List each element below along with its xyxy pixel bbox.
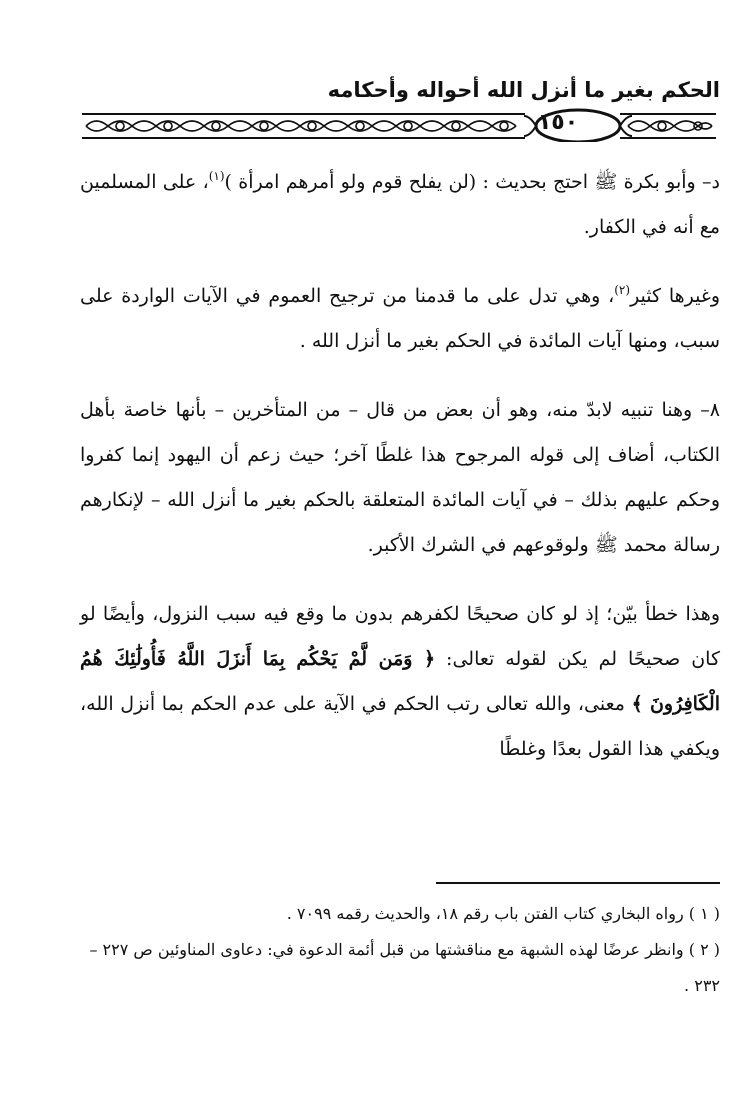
main-text xyxy=(80,160,720,796)
paragraph-1-text-a: د– وأبو بكرة ﷺ احتج بحديث : (لن يفلح قوم ولو أمرهم امرأة ) xyxy=(224,171,720,193)
paragraph-4-text-a: وهذا خطأ بيّن؛ إذ لو كان صحيحًا لكفرهم بدون ما وقع فيه سبب النزول، وأيضًا لو كان صحيحًا لم يكن لقوله تعالى: xyxy=(80,603,720,670)
paragraph-1 xyxy=(80,160,720,250)
paragraph-3-text: ٨– وهنا تنبيه لابدّ منه، وهو أن بعض من قال – من المتأخرين – بأنها خاصة بأهل الكتاب، أضاف إلى قوله المرجوح هذا غلطًا آخر؛ حيث زعم أن اليهود إنما كفروا وحكم عليهم بذلك – في آيات المائدة المتعلقة بالحكم بغير ما أنزل الله – لإنكارهم رسالة محمد ﷺ ولوقوعهم في الشرك الأكبر. xyxy=(80,399,720,556)
footnote-2: ( ٢ ) وانظر عرضًا لهذه الشبهة مع مناقشتها من قبل أئمة الدعوة في: دعاوى المناوئين ص ٢٢٧ – ٢٣٢ . xyxy=(89,940,720,995)
paragraph-2 xyxy=(80,274,720,364)
footnote-ref-2: (٢) xyxy=(614,283,631,297)
footnote-divider xyxy=(436,882,720,884)
paragraph-2-text-b: ، وهي تدل على ما قدمنا من ترجيح العموم في الآيات الواردة على سبب، ومنها آيات المائدة في الحكم بغير ما أنزل الله . xyxy=(80,285,720,352)
paragraph-1-text-b: ، على المسلمين مع أنه في الكفار. xyxy=(80,171,720,238)
paragraph-2-text-a: وغيرها كثير xyxy=(630,285,720,307)
page-number: ١٥٠ xyxy=(537,109,579,135)
paragraph-4-text-b: معنى، والله تعالى رتب الحكم في الآية على عدم الحكم بما أنزل الله، ويكفي هذا القول بعدًا وغلطًا xyxy=(80,693,720,760)
footnote-1: ( ١ ) رواه البخاري كتاب الفتن باب رقم ١٨، والحديث رقمه ٧٠٩٩ . xyxy=(286,904,720,923)
paragraph-4 xyxy=(80,592,720,772)
page-header xyxy=(80,78,720,148)
footnote-ref-1: (١) xyxy=(208,169,225,183)
ornamental-rule xyxy=(80,108,720,142)
quran-verse: ﴿ وَمَن لَّمْ يَحْكُم بِمَا أَنزَلَ اللَّهُ فَأُولَٰئِكَ هُمُ الْكَافِرُونَ ﴾ xyxy=(80,648,720,715)
footnotes xyxy=(80,896,720,1004)
paragraph-3 xyxy=(80,388,720,568)
running-title: الحكم بغير ما أنزل الله أحواله وأحكامه xyxy=(327,78,720,102)
